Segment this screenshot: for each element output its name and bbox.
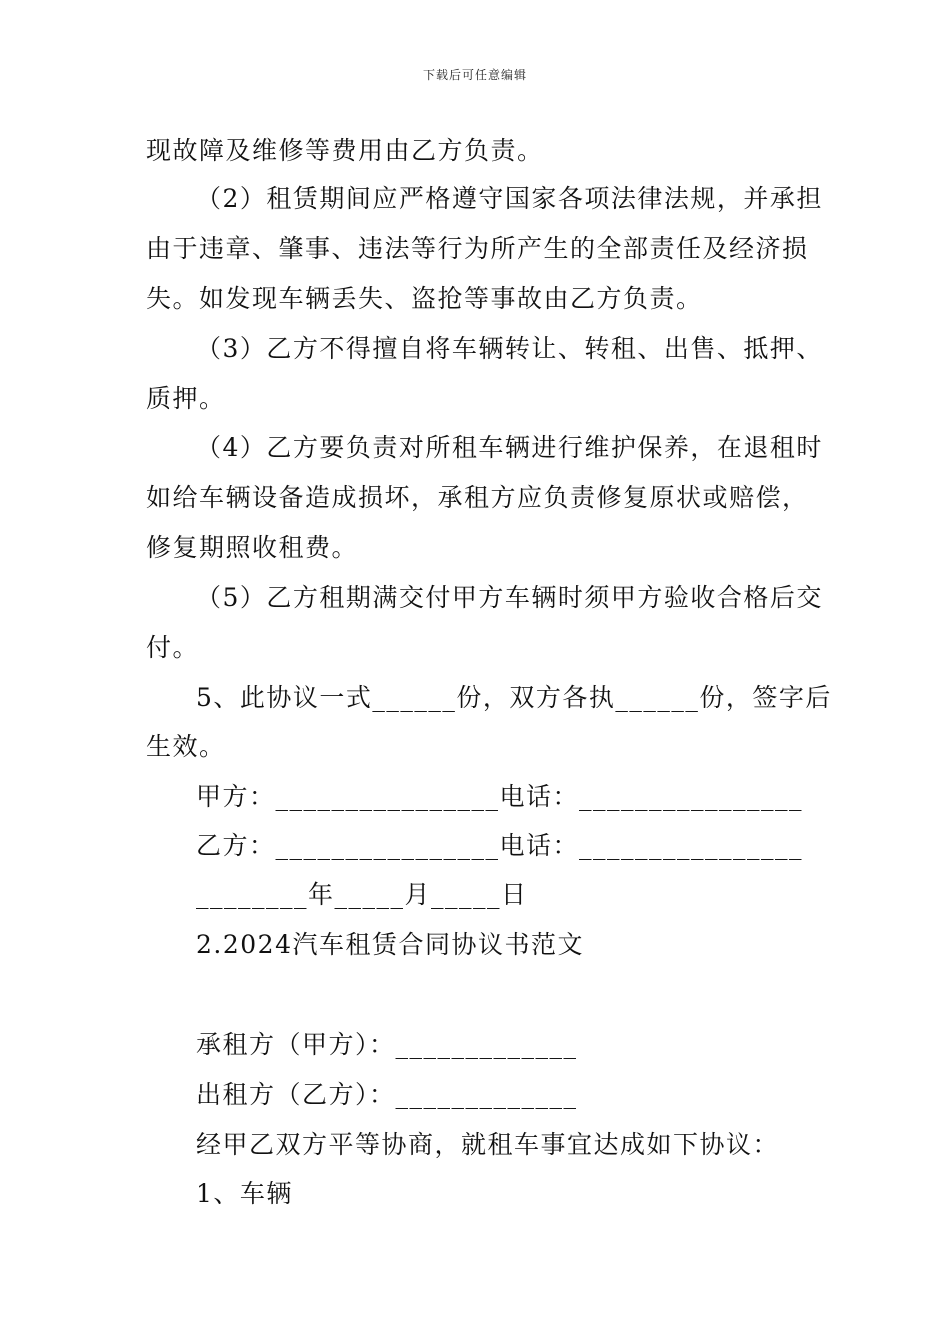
date-line: ________年_____月_____日 (196, 880, 528, 909)
paragraph-line: 付。 (146, 633, 200, 662)
clause-4-line: （4）乙方要负责对所租车辆进行维护保养，在退租时 (196, 433, 823, 462)
paragraph-line: 由于违章、肇事、违法等行为所产生的全部责任及经济损 (146, 234, 809, 263)
section-title: 2.2024汽车租赁合同协议书范文 (196, 930, 584, 959)
clause-2-line: （2）租赁期间应严格遵守国家各项法律法规，并承担 (196, 184, 823, 213)
clause-3-line: （3）乙方不得擅自将车辆转让、转租、出售、抵押、 (196, 334, 823, 363)
agreement-intro-line: 经甲乙双方平等协商，就租车事宜达成如下协议： (196, 1130, 780, 1159)
item-1-heading: 1、车辆 (196, 1179, 293, 1208)
party-b-signature-line: 乙方：________________电话：________________ (196, 831, 804, 860)
paragraph-line: 生效。 (146, 732, 226, 761)
page-header: 下载后可任意编辑 (422, 68, 527, 82)
item-5-line: 5、此协议一式______份，双方各执______份，签字后 (196, 683, 832, 712)
clause-5-line: （5）乙方租期满交付甲方车辆时须甲方验收合格后交 (196, 583, 823, 612)
paragraph-line: 质押。 (146, 384, 226, 413)
party-a-signature-line: 甲方：________________电话：________________ (196, 782, 804, 811)
paragraph-line: 现故障及维修等费用由乙方负责。 (146, 136, 544, 165)
lessee-line: 承租方（甲方）：_____________ (196, 1030, 578, 1059)
paragraph-line: 修复期照收租费。 (146, 533, 359, 562)
paragraph-line: 如给车辆设备造成损坏，承租方应负责修复原状或赔偿， (146, 483, 809, 512)
paragraph-line: 失。如发现车辆丢失、盗抢等事故由乙方负责。 (146, 284, 703, 313)
lessor-line: 出租方（乙方）：_____________ (196, 1080, 578, 1109)
